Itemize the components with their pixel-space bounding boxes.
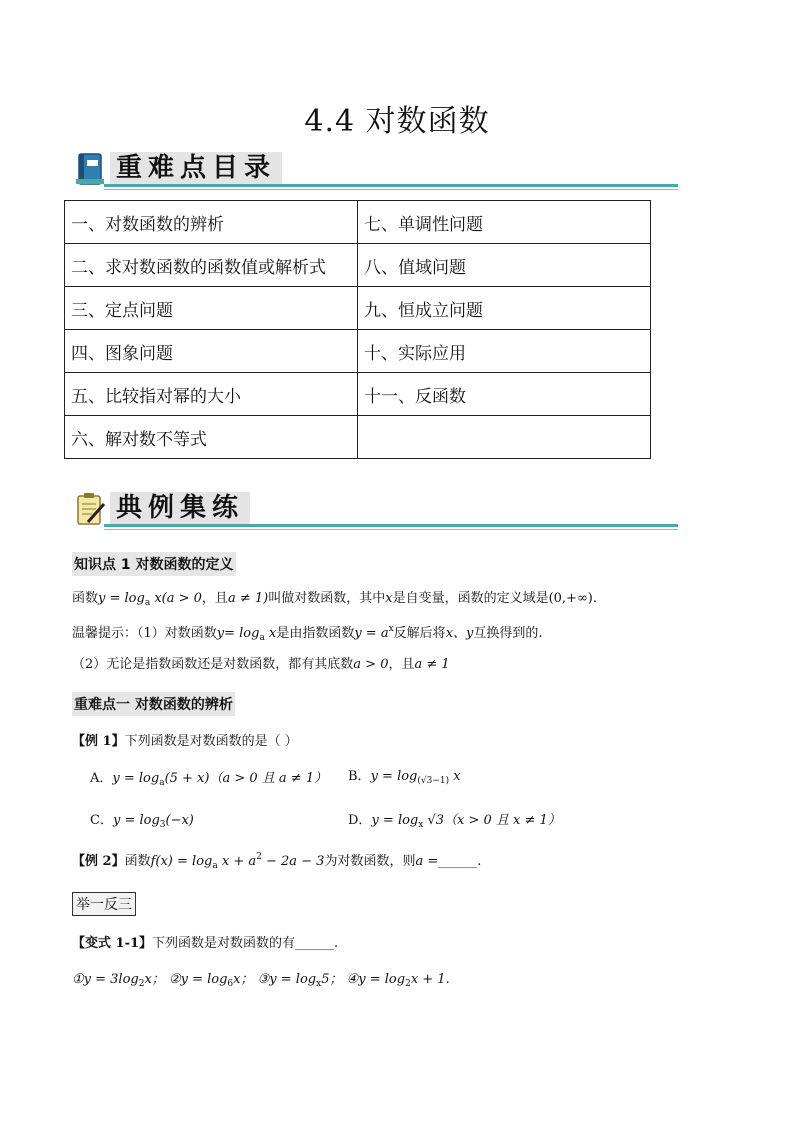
note-text: （2）无论是指数函数还是对数函数，都有其底数 <box>72 657 354 672</box>
variant-1-question <box>72 932 338 951</box>
banner-divider <box>104 524 678 527</box>
page-title: 4.4 对数函数 <box>304 104 490 139</box>
formula: x + 1. <box>410 972 450 987</box>
toc-table <box>64 200 651 459</box>
formula: x <box>264 626 277 641</box>
toc-row <box>65 373 651 416</box>
toc-row <box>65 416 651 459</box>
formula-subscript: 3 <box>159 820 166 830</box>
clipboard-pencil-icon <box>76 492 104 526</box>
formula-subscript: 2 <box>405 979 411 989</box>
option-c[interactable] <box>90 809 194 830</box>
variant-label: 【变式 1-1】 <box>72 936 153 951</box>
note-text: ，且 <box>388 657 415 672</box>
formula: y = log <box>98 591 145 606</box>
book-icon <box>76 152 104 186</box>
toc-item[interactable]: 十、实际应用 <box>358 330 651 373</box>
toc-item[interactable]: 二、求对数函数的函数值或解析式 <box>65 244 358 287</box>
formula: a > 0 <box>353 657 389 672</box>
option-a[interactable] <box>90 767 327 788</box>
definition-text: ，且 <box>201 591 228 606</box>
toc-item[interactable]: 四、图象问题 <box>65 330 358 373</box>
toc-item[interactable]: 一、对数函数的辨析 <box>65 201 358 244</box>
formula: (5 + x)（a > 0 且 a ≠ 1） <box>164 771 328 786</box>
formula-superscript: x <box>388 624 394 634</box>
topic-heading: 重难点一 对数函数的辨析 <box>72 692 235 716</box>
answer-blank[interactable]: ______. <box>438 854 482 869</box>
formula: (−x) <box>165 813 194 828</box>
toc-row <box>65 287 651 330</box>
tip-text: 互换得到的. <box>473 626 543 641</box>
formula: − 2a − 3 <box>261 854 325 869</box>
toc-item[interactable]: 七、单调性问题 <box>358 201 651 244</box>
toc-item-empty <box>358 416 651 459</box>
definition-text: 叫做对数函数，其中 <box>268 591 386 606</box>
example-1-question <box>72 730 298 749</box>
formula: y = log <box>370 769 418 784</box>
formula: y= log <box>216 626 260 641</box>
toc-row <box>65 201 651 244</box>
definition-text: . <box>592 591 597 606</box>
formula-subscript: 6 <box>227 979 234 989</box>
option-d[interactable] <box>348 809 561 830</box>
toc-banner <box>74 150 678 190</box>
formula-subscript: a <box>259 633 265 643</box>
formula: y = log <box>112 771 160 786</box>
definition-line <box>72 587 597 608</box>
tip-text: 是由指数函数 <box>276 626 355 641</box>
question-text: 下列函数是对数函数的有______. <box>152 936 339 951</box>
formula: x + a <box>217 854 257 869</box>
example-label: 【例 1】 <box>72 734 125 749</box>
tip-text: 温馨提示：（1）对数函数 <box>72 626 217 641</box>
formula: ②y = log <box>168 972 228 987</box>
question-text: 下列函数是对数函数的是（ ） <box>124 734 298 749</box>
toc-item[interactable]: 八、值域问题 <box>358 244 651 287</box>
toc-item[interactable]: 六、解对数不等式 <box>65 416 358 459</box>
formula: x <box>385 591 393 606</box>
tip-text: 反解后将 <box>393 626 446 641</box>
formula: x； <box>233 972 254 987</box>
toc-item[interactable]: 九、恒成立问题 <box>358 287 651 330</box>
toc-row <box>65 244 651 287</box>
toc-item[interactable]: 十一、反函数 <box>358 373 651 416</box>
banner-divider-thin <box>104 189 678 190</box>
formula: a ≠ 1 <box>414 657 450 672</box>
option-label: B． <box>348 769 371 784</box>
toc-item[interactable]: 三、定点问题 <box>65 287 358 330</box>
formula: ③y = log <box>257 972 317 987</box>
formula: y = log <box>112 813 160 828</box>
formula: y = log <box>371 813 419 828</box>
formula: ①y = 3log <box>72 972 139 987</box>
knowledge-heading: 知识点 1 对数函数的定义 <box>72 552 236 576</box>
formula: y = a <box>354 626 389 641</box>
formula: a = <box>415 854 439 869</box>
formula: √3（x > 0 且 x ≠ 1） <box>423 813 561 828</box>
formula-subscript: a <box>212 861 218 871</box>
definition-text: 函数 <box>72 591 99 606</box>
example-label: 【例 2】 <box>72 854 125 869</box>
option-label: D． <box>348 813 372 828</box>
variant-1-items <box>72 968 450 989</box>
toc-item[interactable]: 五、比较指对幂的大小 <box>65 373 358 416</box>
examples-banner <box>74 490 678 530</box>
tip-line <box>72 622 543 643</box>
option-label: C． <box>90 813 113 828</box>
note-line <box>72 653 450 672</box>
banner-divider-thin <box>104 529 678 530</box>
formula: x(a > 0 <box>150 591 202 606</box>
practice-tag: 举一反三 <box>72 892 136 916</box>
formula-subscript: a <box>159 778 165 788</box>
formula: 5； <box>321 972 343 987</box>
banner-divider <box>104 184 678 187</box>
examples-banner-label: 典例集练 <box>110 492 250 524</box>
formula-subscript: 2 <box>138 979 145 989</box>
question-text: 为对数函数，则 <box>324 854 416 869</box>
formula-subscript: a <box>144 598 151 608</box>
formula: x、y <box>445 626 474 641</box>
toc-row <box>65 330 651 373</box>
question-text: 函数 <box>124 854 151 869</box>
definition-text: 是自变量，函数的定义域是 <box>392 591 549 606</box>
formula: f(x) = log <box>150 854 213 869</box>
formula-subscript: x <box>316 979 322 989</box>
formula-subscript: (√3−1) <box>417 776 450 786</box>
formula: a ≠ 1) <box>227 591 269 606</box>
option-label: A． <box>90 771 113 786</box>
formula-superscript: 2 <box>256 852 262 862</box>
example-2-question <box>72 850 481 871</box>
formula: x； <box>144 972 165 987</box>
formula: ④y = log <box>346 972 406 987</box>
formula-subscript: x <box>418 820 424 830</box>
formula: (0,+∞) <box>548 591 593 606</box>
formula: x <box>449 769 461 784</box>
option-b[interactable] <box>348 765 461 786</box>
toc-banner-label: 重难点目录 <box>110 152 282 184</box>
